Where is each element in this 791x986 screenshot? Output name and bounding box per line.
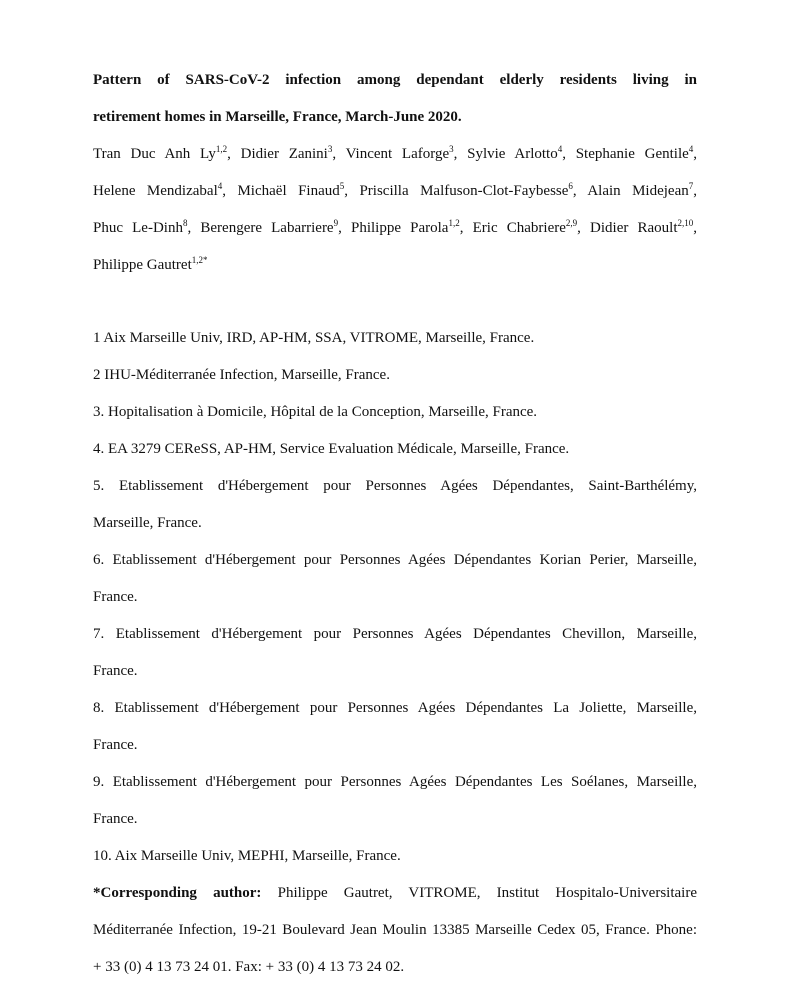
author-affiliation-marker: 3 (449, 144, 454, 154)
author-name: Michaël Finaud (237, 183, 340, 199)
author-affiliation-marker: 4 (217, 181, 223, 191)
author-affiliation-marker: 2,9 (565, 218, 578, 228)
author-line-2: Helene Mendizabal$^4$, Michaël Finaud$^5$, Priscilla Malfuson-Clot-Faybesse$^6$, Alain Midejean$^7$, (93, 181, 697, 199)
author-affiliation-marker: 1,2 (448, 218, 460, 228)
author-name: Stephanie Gentile (575, 146, 689, 162)
affiliation-8-line-2: France. (93, 737, 138, 753)
corresponding-author-line-1 (93, 875, 697, 912)
corresponding-author-line-2: Méditerranée Infection, 19-21 Boulevard Jean Moulin 13385 Marseille Cedex 05, France. Phone: (93, 922, 697, 938)
paper-title-line-2: retirement homes in Marseille, France, March-June 2020. (93, 109, 462, 125)
author-affiliation-marker: 8 (182, 218, 188, 228)
corresponding-author-label: *Corresponding author: (93, 885, 262, 901)
corresponding-author-text: Philippe Gautret, VITROME, Institut Hospitalo-Universitaire (261, 885, 697, 901)
author-name: Tran Duc Anh Ly (93, 146, 216, 162)
affiliation-5-line-1: 5. Etablissement d'Hébergement pour Personnes Agées Dépendantes, Saint-Barthélémy, (93, 478, 697, 494)
author-line-1: Tran Duc Anh Ly$^{1,2}$, Didier Zanini$^3$, Vincent Laforge$^3$, Sylvie Arlotto$^4$, Stephanie Gentile$^4$, (93, 144, 698, 162)
author-name: Priscilla Malfuson-Clot-Faybesse (359, 183, 569, 199)
author-affiliation-marker: 7 (688, 181, 694, 191)
author-name: Alain Midejean (587, 183, 689, 199)
author-affiliation-marker: 1,2* (191, 255, 208, 265)
author-name: Phuc Le-Dinh (93, 220, 183, 236)
author-name: Eric Chabriere (472, 220, 566, 236)
author-affiliation-marker: 9 (333, 218, 339, 228)
author-name: Berengere Labarriere (200, 220, 334, 236)
author-line-3: Phuc Le-Dinh$^8$, Berengere Labarriere$^9$, Philippe Parola$^{1,2}$, Eric Chabriere$^{2,9}$, Didier Raoult$^{2,10}$, (93, 218, 698, 236)
author-affiliation-marker: 2,10 (677, 218, 694, 228)
author-name: Helene Mendizabal (93, 183, 218, 199)
affiliation-6-line-1: 6. Etablissement d'Hébergement pour Personnes Agées Dépendantes Korian Perier, Marseille, (93, 552, 697, 568)
author-affiliation-marker: 4 (557, 144, 563, 154)
author-line-4 (93, 247, 697, 284)
author-name: Didier Raoult (590, 220, 678, 236)
paper-title-line-1: Pattern of SARS-CoV-2 infection among dependant elderly residents living in (93, 72, 697, 88)
author-name: Philippe Gautret (93, 257, 192, 273)
affiliation-8-line-1: 8. Etablissement d'Hébergement pour Personnes Agées Dépendantes La Joliette, Marseille, (93, 700, 697, 716)
affiliation-9-line-2: France. (93, 811, 138, 827)
affiliation-5-line-2: Marseille, France. (93, 515, 202, 531)
affiliation-7-line-2: France. (93, 663, 138, 679)
author-name: Sylvie Arlotto (467, 146, 558, 162)
affiliation-2: 2 IHU-Méditerranée Infection, Marseille, France. (93, 367, 390, 383)
spacer (93, 284, 697, 320)
affiliation-3: 3. Hopitalisation à Domicile, Hôpital de la Conception, Marseille, France. (93, 404, 538, 420)
corresponding-author-line-3: + 33 (0) 4 13 73 24 01. Fax: + 33 (0) 4 13 73 24 02. (93, 959, 405, 975)
author-affiliation-marker: 1,2 (215, 144, 228, 154)
author-affiliation-marker: 5 (339, 181, 345, 191)
affiliation-6-line-2: France. (93, 589, 138, 605)
author-affiliation-marker: 6 (568, 181, 573, 191)
author-affiliation-marker: 3 (327, 144, 333, 154)
paper-title-page (93, 62, 697, 986)
author-name: Didier Zanini (240, 146, 328, 162)
affiliation-10: 10. Aix Marseille Univ, MEPHI, Marseille, France. (93, 848, 401, 864)
author-name: Vincent Laforge (345, 146, 450, 162)
affiliation-1: 1 Aix Marseille Univ, IRD, AP-HM, SSA, VITROME, Marseille, France. (93, 330, 535, 346)
affiliation-4: 4. EA 3279 CEReSS, AP-HM, Service Evaluation Médicale, Marseille, France. (93, 441, 570, 457)
affiliation-7-line-1: 7. Etablissement d'Hébergement pour Personnes Agées Dépendantes Chevillon, Marseille, (93, 626, 697, 642)
affiliation-9-line-1: 9. Etablissement d'Hébergement pour Personnes Agées Dépendantes Les Soélanes, Marseille, (93, 774, 697, 790)
author-affiliation-marker: 4 (688, 144, 694, 154)
author-name: Philippe Parola (351, 220, 449, 236)
